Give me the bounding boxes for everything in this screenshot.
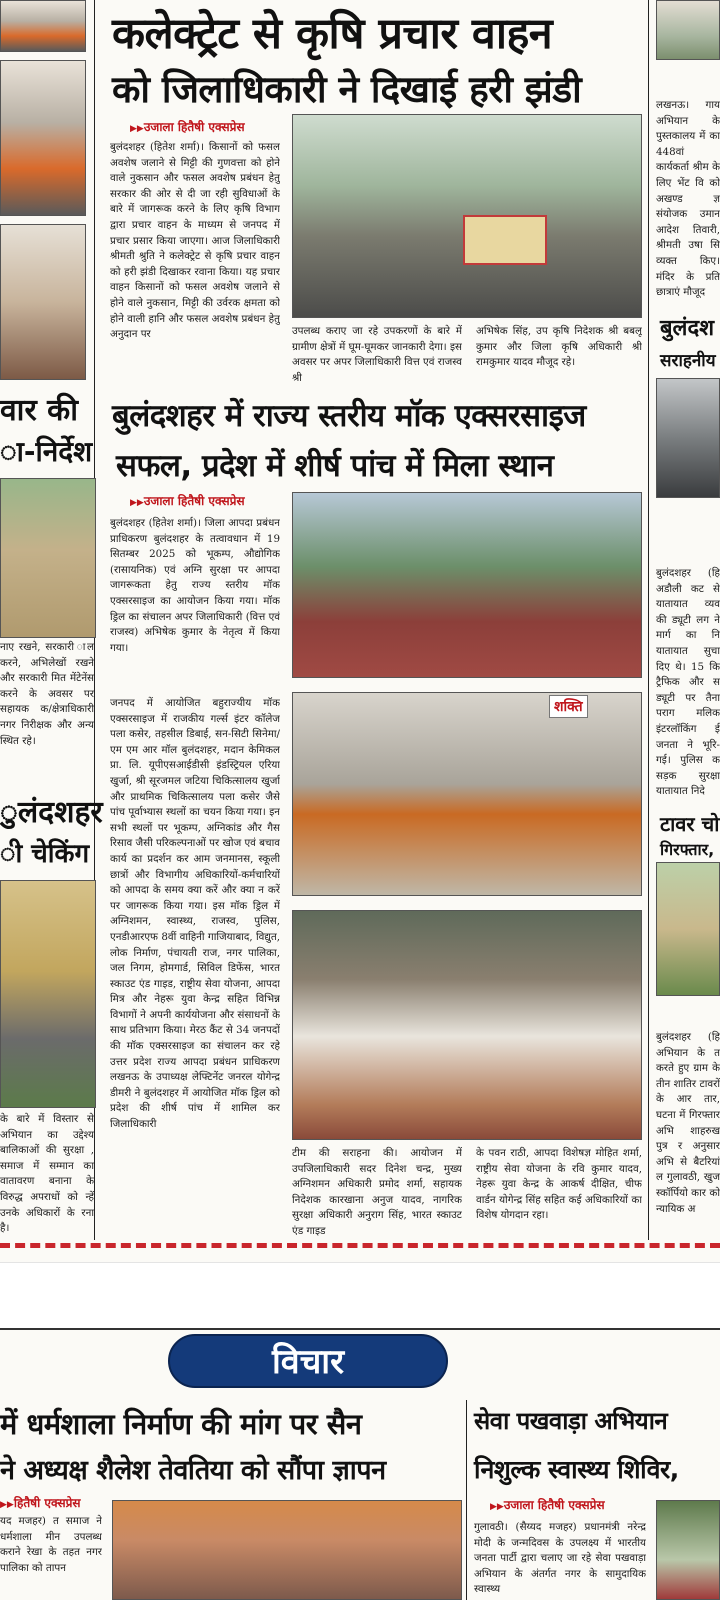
bottom-right-photo-camp xyxy=(656,1500,720,1600)
mock-drill-byline: ▶▶ उजाला हितैषी एक्सप्रेस xyxy=(130,492,245,509)
right-heading-1: बुलंदश xyxy=(660,316,715,341)
left-photo-yoga xyxy=(0,0,86,52)
mock-drill-body-bottom-col3: के पवन राठी, आपदा विशेषज्ञ मोहित शर्मा, राष्ट्रीय सेवा योजना के रवि कुमार यादव, नेहरू युवा केन्द्र के आकर्ष दीक्षित, चीफ वार्डन योगेन्द्र सिंह सहित कई अधिकारियों का विशेष योगदान रहा। xyxy=(476,1147,642,1222)
page-bottom-dashed-rule xyxy=(0,1243,720,1248)
right-photo-office xyxy=(656,378,720,498)
left-photo-classroom xyxy=(0,60,86,216)
mock-drill-photo-group xyxy=(292,910,642,1140)
right-column-divider xyxy=(648,0,649,1240)
left-heading-4: ी चेकिंग xyxy=(0,839,90,869)
vehicle-banner xyxy=(463,215,547,265)
mock-drill-body-para1: बुलंदशहर (हितेश शर्मा)। जिला आपदा प्रबंधन प्राधिकरण बुलंदशहर के तत्वावधान में 19 सितम्बर 2025 को भूकम्प, औद्योगिक (रासायनिक) एवं अग्नि सुरक्षा पर आपदा जागरूकता हेतु राज्य स्तरीय मॉक एक्सरसाइज का आयोजन किया गया। मॉक ड्रिल का संचालन अपर जिलाधिकारी (वित्त एवं राजस्व) अभिषेक कुमार के नेतृत्व में किया गया। xyxy=(110,517,280,654)
bottom-left-photo-meeting xyxy=(112,1500,462,1600)
bottom-left-headline-line1: में धर्मशाला निर्माण की मांग पर सैन xyxy=(0,1407,362,1441)
bottom-column-divider xyxy=(466,1400,467,1600)
right-heading-3: टावर चो xyxy=(660,812,720,836)
right-body-text-2: बुलंदशहर (हि अडौली कट से यातायात व्यव की ड्यूटी लग ने मार्ग का नि यातायात सुचा दिए थे। 15 कि ट्रैफिक और स ड्यूटी पर तैना पराग मलिक इंटरलॉकिंग ई जनता ने भूरि- गई। पुलिस क सड़क सुरक्षा यातायात निदे xyxy=(656,567,720,798)
left-photo-police xyxy=(0,478,96,638)
main-story-byline: ▶▶ उजाला हितैषी एक्सप्रेस xyxy=(130,118,245,135)
bottom-right-byline: ▶▶ उजाला हितैषी एक्सप्रेस xyxy=(490,1496,605,1513)
left-heading-3: ुलंदशहर xyxy=(0,795,103,830)
right-body-text-1: लखनऊ। गाय अभियान के पुस्तकालय में का 448वां कार्यकर्ता श्रीम के लिए भेंट वि को अखण्ड ज्ञ संयोजक उमान आदेश तिवारी, श्रीमती उषा सि व्यक्त किए। मंदिर के प्रति छात्राएं मौजूद xyxy=(656,99,720,299)
main-story-body-col3: अभिषेक सिंह, उप कृषि निदेशक श्री बबलू कुमार और जिला कृषि अधिकारी श्री रामकुमार यादव मौजूद रहे। xyxy=(476,325,642,369)
main-story-body-col1: बुलंदशहर (हितेश शर्मा)। किसानों को फसल अवशेष जलाने से मिट्टी की गुणवत्ता को होने वाले नुकसान और फसल अवशेष प्रबंधन हेतु सरकार की ओर से दी जा रही सुविधाओं के बारे में जागरूक करने के लिए कृषि विभाग द्वारा प्रचार वाहन के माध्यम से जनपद में प्रचार प्रसार किया जाएगा। आज जिलाधिकारी श्रीमती श्रुति ने कलेक्ट्रेट से कृषि प्रचार वाहन को हरी झंडी दिखाकर रवाना किया। यह प्रचार वाहन किसानों को फसल अवशेष जलाने से होने वाले नुकसान, मिट्टी की उर्वरक क्षमता को होने वाली हानि और फसल अवशेष प्रबंधन हेतु अनुदान पर xyxy=(110,141,280,341)
section-title-badge xyxy=(168,1334,448,1388)
main-story-body-col2: उपलब्ध कराए जा रहे उपकरणों के बारे में ग्रामीण क्षेत्रों में घूम-घूमकर जानकारी देगा। इस अवसर पर अपर जिलाधिकारी वित्त एवं राजस्व श्री xyxy=(292,325,462,384)
left-photo-meeting xyxy=(0,224,86,380)
mock-drill-headline-line1: बुलंदशहर में राज्य स्तरीय मॉक एक्सरसाइज xyxy=(112,398,586,434)
page-gap xyxy=(0,1262,720,1328)
right-heading-4: गिरफ्तार, xyxy=(660,840,715,859)
left-body-text-2: के बारे में विस्तार से अभियान का उद्देश्य बालिकाओं की सुरक्षा , समाज में सम्मान का वातावरण बनाना के विरुद्ध अपराधों को न्हें उनके अधिकारों के रना है। xyxy=(0,1113,94,1235)
bottom-right-body: गुलावठी। (सैय्यद मजहर) प्रधानमंत्री नरेन्द्र मोदी के जन्मदिवस के उपलक्ष्य में भारतीय जनता पार्टी द्वारा चलाए जा रहे सेवा पखवाड़ा अभियान के अंतर्गत नगर के सामुदायिक स्वास्थ्य xyxy=(474,1521,646,1596)
shakti-sign: शक्ति xyxy=(549,695,588,718)
bottom-left-headline-line2: ने अध्यक्ष शैलेश तेवतिया को सौंपा ज्ञापन xyxy=(0,1455,386,1486)
mock-drill-photo-rescue-stairs xyxy=(292,492,642,678)
right-photo-police-officer xyxy=(656,862,720,996)
right-photo-plants xyxy=(656,0,720,60)
main-story-photo-vehicle xyxy=(292,114,642,318)
right-heading-2: सराहनीय xyxy=(660,351,716,371)
left-body-text-1: नाए रखने, सरकारी ाल करने, अभिलेखों रखने और सरकारी मित मेंटेनेंस करने के अवसर पर सहायक क/क्षेत्राधिकारी नगर निरीक्षक और अन्य स्थित रहे। xyxy=(0,641,94,747)
main-headline-line1: कलेक्ट्रेट से कृषि प्रचार वाहन xyxy=(112,9,553,59)
mock-drill-headline-line2: सफल, प्रदेश में शीर्ष पांच में मिला स्थान xyxy=(116,448,554,484)
mock-drill-photo-ndrf-team xyxy=(292,692,642,896)
bottom-right-headline-line1: सेवा पखवाड़ा अभियान xyxy=(474,1407,668,1435)
mock-drill-body-para2: जनपद में आयोजित बहुराज्यीय मॉक एक्सरसाइज में राजकीय गर्ल्स इंटर कॉलेज पला कसेर, तहसील डिबाई, सन-सिटी सिनेमा/एम एम आर मॉल बुलंदशहर, मदान केमिकल प्रा. लि. यूपीएसआईडीसी इंडस्ट्रियल एरिया खुर्जा, श्री सूरजमल जटिया चिकित्सालय खुर्जा और प्राथमिक चिकित्सालय पला कसेर जैसे पांच पूर्वाभ्यास स्थलों का चयन किया गया। इन सभी स्थलों पर भूकम्प, अग्निकांड और गैस रिसाव जैसी परिकल्पनाओं पर खोज एवं बचाव कार्य का प्रदर्शन कर आम जनमानस, स्कूली छात्रों और विभागीय अधिकारियों-कर्मचारियों को आपदा के समय क्या करें और क्या न करें पर जागरूक किया गया। इस मॉक ड्रिल में अग्निशमन, स्वास्थ्य, राजस्व, पुलिस, एनडीआरएफ 8वीं वाहिनी गाजियाबाद, विद्युत, लोक निर्माण, पंचायती राज, नगर पालिका, जल निगम, होमगार्ड, सिविल डिफेंस, भारत स्काउट एंड गाइड, राष्ट्रीय सेवा योजना, आपदा मित्र और नेहरू युवा केन्द्र सहित विभिन्न विभागों ने अपनी कार्ययोजना और संसाधनों के साथ प्रतिभाग किया। मेरठ कैंट से 34 जनपदों की मॉक एक्सरसाइज का संचालन कर रहे उत्तर प्रदेश राज्य आपदा प्रबंधन प्राधिकरण लखनऊ के उपाध्यक्ष लेफ्टिनेंट जनरल योगेन्द्र डीमरी ने बुलंदशहर में आयोजित मॉक ड्रिल को प्रदेश की शीर्ष पांच में शामिल कर जिलाधिकारी xyxy=(110,697,280,1131)
bottom-left-body: यद मजहर) त समाज ने धर्मशाला मीन उपलब्ध कराने रेखा के तहत नगर पालिका को तापन xyxy=(0,1515,102,1574)
left-photo-house xyxy=(0,880,96,1108)
left-heading-2: ा-निर्देश xyxy=(0,435,93,468)
right-body-text-3: बुलंदशहर (हि अभियान के त करते हुए ग्राम के तीन शातिर टावरों के आर तार, घटना में गिरफ्तार अभि शाहरुख पुत्र र अनुसार अभि से बैटरियां ल गुलावठी, खुज स्कॉर्पियो कार को न्यायिक अ xyxy=(656,1031,720,1215)
section-title: विचार xyxy=(271,1342,344,1382)
main-headline-line2: को जिलाधिकारी ने दिखाई हरी झंडी xyxy=(112,68,582,111)
left-heading-1: वार की xyxy=(0,393,78,428)
mock-drill-body-bottom-col2: टीम की सराहना की। आयोजन में उपजिलाधिकारी सदर दिनेश चन्द्र, मुख्य अग्निशमन अधिकारी प्रमोद शर्मा, सहायक निदेशक कारखाना अनुज यादव, नागरिक सुरक्षा अधिकारी अनुराग सिंह, भारत स्काउट एंड गाइड xyxy=(292,1147,462,1237)
bottom-left-byline: ▶▶ हितैषी एक्सप्रेस xyxy=(0,1494,81,1511)
bottom-right-headline-line2: निशुल्क स्वास्थ्य शिविर, xyxy=(474,1455,679,1484)
